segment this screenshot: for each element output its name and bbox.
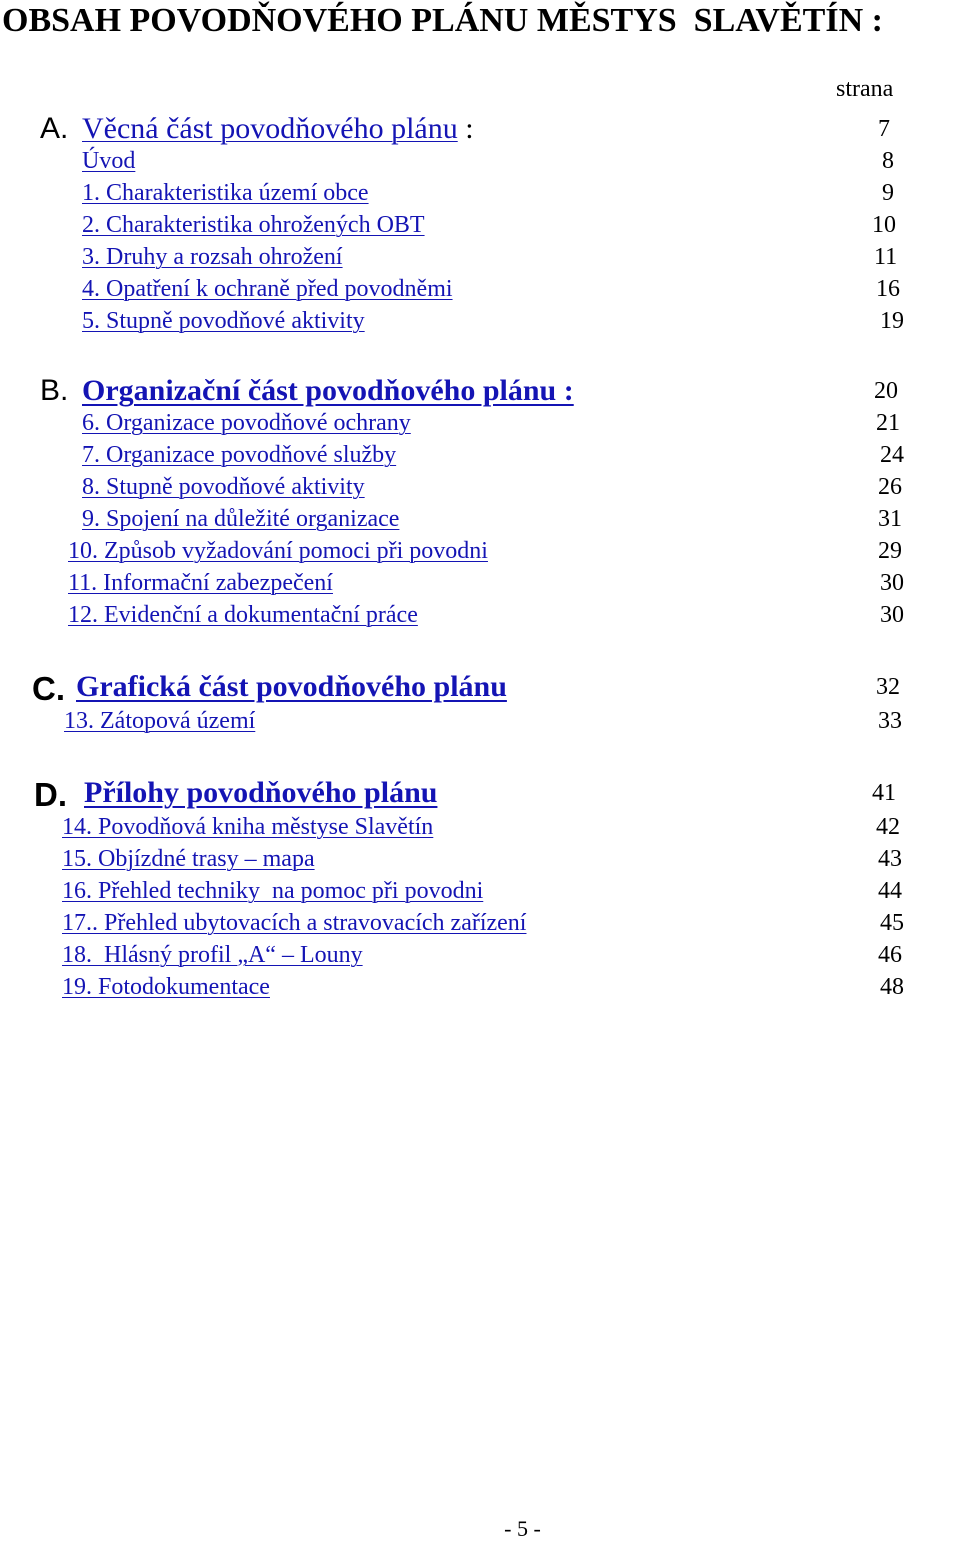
toc-entry[interactable] <box>0 308 960 340</box>
section-letter: D. <box>34 776 67 813</box>
toc-page-number: 16 <box>876 276 900 302</box>
toc-entry[interactable] <box>0 244 960 276</box>
toc-entry[interactable] <box>0 410 960 442</box>
toc-page-number: 33 <box>878 708 902 734</box>
section-page-number: 7 <box>878 116 890 142</box>
page-column-header: strana <box>836 76 894 102</box>
toc-page-number: 10 <box>872 212 896 238</box>
toc-page-number: 26 <box>878 474 902 500</box>
toc-page-number: 21 <box>876 410 900 436</box>
toc-entry-link[interactable]: 5. Stupně povodňové aktivity <box>82 308 365 334</box>
section-page-number: 32 <box>876 674 900 700</box>
toc-page-number: 9 <box>882 180 894 206</box>
section-b-row[interactable] <box>0 374 960 406</box>
toc-entry[interactable] <box>0 570 960 602</box>
toc-entry[interactable] <box>0 942 960 974</box>
page-number-footer: - 5 - <box>504 1516 541 1541</box>
section-letter: A. <box>40 112 69 145</box>
toc-page-number: 31 <box>878 506 902 532</box>
toc-entry[interactable] <box>0 474 960 506</box>
toc-page-number: 24 <box>880 442 904 468</box>
section-d-row[interactable] <box>0 776 960 813</box>
toc-page-number: 30 <box>880 570 904 596</box>
toc-entry-link[interactable]: 4. Opatření k ochraně před povodněmi <box>82 276 453 302</box>
toc-page-number: 43 <box>878 846 902 872</box>
toc-entry[interactable] <box>0 212 960 244</box>
toc-entry-link[interactable]: 11. Informační zabezpečení <box>68 570 333 596</box>
toc-page-number: 42 <box>876 814 900 840</box>
toc-entry-link[interactable]: 9. Spojení na důležité organizace <box>82 506 400 532</box>
toc-page-number: 30 <box>880 602 904 628</box>
toc-entry[interactable] <box>0 708 960 740</box>
toc-entry-link[interactable]: 18. Hlásný profil „A“ – Louny <box>62 942 363 968</box>
toc-entry[interactable] <box>0 180 960 212</box>
toc-entry[interactable] <box>0 814 960 846</box>
toc-entry-link[interactable]: 16. Přehled techniky na pomoc při povodni <box>62 878 484 904</box>
toc-entry-link[interactable]: 6. Organizace povodňové ochrany <box>82 410 411 436</box>
toc-entry-link[interactable]: Úvod <box>82 148 136 174</box>
section-a-link[interactable]: Věcná část povodňového plánu <box>82 112 458 145</box>
toc-page-number: 46 <box>878 942 902 968</box>
toc-page-number: 29 <box>878 538 902 564</box>
toc-page-number: 8 <box>882 148 894 174</box>
toc-entry-link[interactable]: 13. Zátopová území <box>64 708 256 734</box>
toc-entry[interactable] <box>0 602 960 634</box>
toc-entry[interactable] <box>0 846 960 878</box>
toc-entry[interactable] <box>0 506 960 538</box>
toc-entry-link[interactable]: 1. Charakteristika území obce <box>82 180 369 206</box>
toc-entry-link[interactable]: 19. Fotodokumentace <box>62 974 270 1000</box>
toc-entry[interactable] <box>0 974 960 1006</box>
section-b-link[interactable]: Organizační část povodňového plánu : <box>82 374 574 407</box>
toc-page-number: 11 <box>874 244 898 270</box>
toc-entry-link[interactable]: 17.. Přehled ubytovacích a stravovacích zařízení <box>62 910 527 936</box>
section-d-link[interactable]: Přílohy povodňového plánu <box>84 776 438 809</box>
toc-page-number: 19 <box>880 308 904 334</box>
toc-entry[interactable] <box>0 878 960 910</box>
toc-page-number: 44 <box>878 878 902 904</box>
toc-entry[interactable] <box>0 442 960 474</box>
toc-entry-link[interactable]: 7. Organizace povodňové služby <box>82 442 397 468</box>
section-page-number: 41 <box>872 780 896 806</box>
toc-entry-link[interactable]: 10. Způsob vyžadování pomoci při povodni <box>68 538 488 564</box>
section-a-row[interactable] <box>0 112 960 144</box>
section-page-number: 20 <box>874 378 898 404</box>
section-a-suffix: : <box>457 112 474 145</box>
toc-entry[interactable] <box>0 538 960 570</box>
toc-page-number: 45 <box>880 910 904 936</box>
toc-entry[interactable] <box>0 148 960 180</box>
toc-entry[interactable] <box>0 276 960 308</box>
toc-entry-link[interactable]: 3. Druhy a rozsah ohrožení <box>82 244 343 270</box>
section-letter: C. <box>32 670 65 707</box>
toc-entry[interactable] <box>0 910 960 942</box>
page-title: OBSAH POVODŇOVÉHO PLÁNU MĚSTYS SLAVĚTÍN : <box>2 2 883 39</box>
toc-entry-link[interactable]: 8. Stupně povodňové aktivity <box>82 474 365 500</box>
toc-entry-link[interactable]: 12. Evidenční a dokumentační práce <box>68 602 418 628</box>
section-c-row[interactable] <box>0 670 960 707</box>
toc-page-number: 48 <box>880 974 904 1000</box>
toc-entry-link[interactable]: 2. Charakteristika ohrožených OBT <box>82 212 425 238</box>
section-letter: B. <box>40 374 69 407</box>
toc-entry-link[interactable]: 14. Povodňová kniha městyse Slavětín <box>62 814 434 840</box>
toc-entry-link[interactable]: 15. Objízdné trasy – mapa <box>62 846 315 872</box>
section-c-link[interactable]: Grafická část povodňového plánu <box>76 670 507 703</box>
